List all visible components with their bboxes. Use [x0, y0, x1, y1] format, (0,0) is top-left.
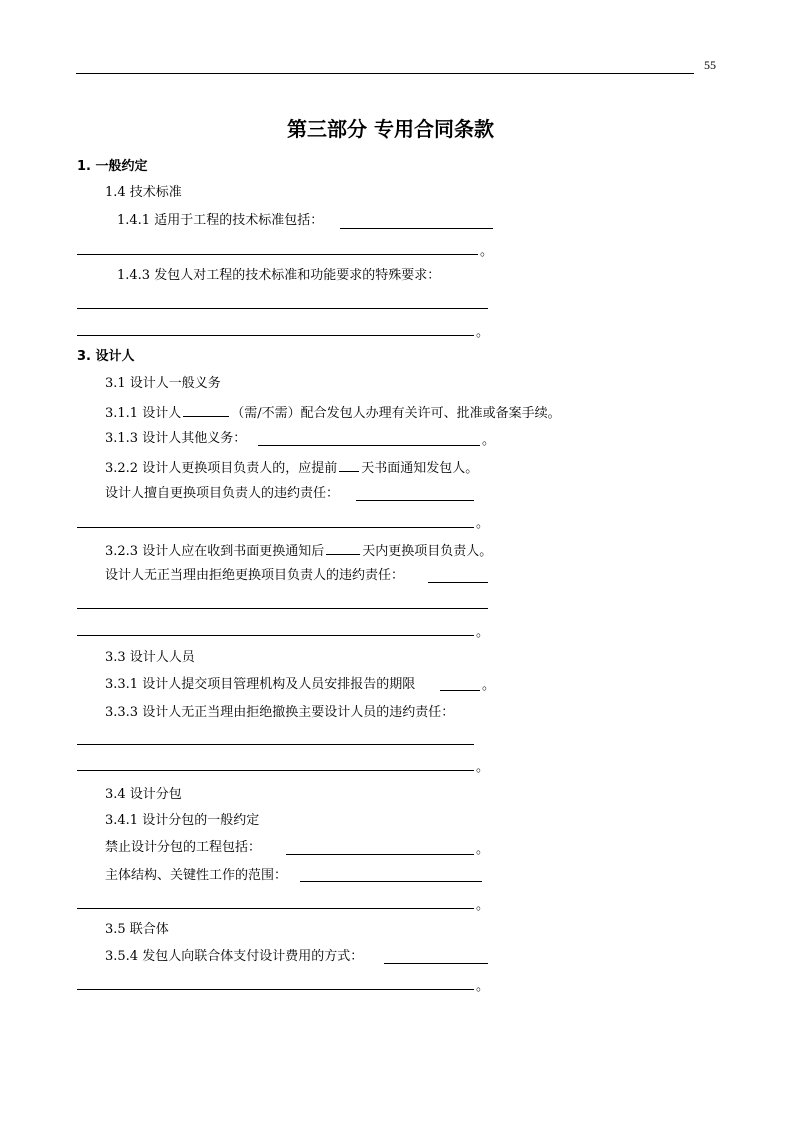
period-3-2-2: 。: [476, 516, 490, 531]
fill-blank-3-2-3c[interactable]: [77, 608, 488, 609]
fill-blank-3-4-1a[interactable]: [286, 854, 474, 855]
fill-blank-3-5-4a[interactable]: [384, 963, 488, 964]
clause-3-3-1-label: 3.3.1 设计人提交项目管理机构及人员安排报告的期限: [105, 677, 416, 692]
clause-3-2-3-pre: 3.2.3 设计人应在收到书面更换通知后: [105, 544, 325, 559]
clause-3-3: 3.3 设计人人员: [105, 650, 195, 665]
fill-blank-3-2-3[interactable]: [326, 541, 360, 555]
clause-3-3-1: [105, 677, 415, 693]
clause-3-5-4: 3.5.4 发包人向联合体支付设计费用的方式：: [105, 949, 364, 964]
fill-blank-3-3-3a[interactable]: [77, 744, 474, 745]
fill-blank-3-2-3b[interactable]: [428, 582, 488, 583]
fill-blank-1-4-1b[interactable]: [77, 254, 478, 255]
clause-3-4: 3.4 设计分包: [105, 787, 182, 802]
period-3-3-3: 。: [476, 760, 490, 775]
clause-3-2-2-post: 天书面通知发包人。: [361, 461, 479, 476]
period-3-2-3: 。: [476, 625, 490, 640]
clause-3-2-3-liability: 设计人无正当理由拒绝更换项目负责人的违约责任：: [105, 568, 405, 583]
fill-blank-1-4-3a[interactable]: [77, 308, 488, 309]
clause-3-2-3-post: 天内更换项目负责人。: [362, 544, 493, 559]
clause-3-3-3: 3.3.3 设计人无正当理由拒绝撤换主要设计人员的违约责任：: [105, 705, 455, 720]
clause-3-4-1: 3.4.1 设计分包的一般约定: [105, 813, 260, 828]
section-heading-1: 1. 一般约定: [77, 159, 148, 174]
clause-3-2-3: [105, 541, 492, 560]
period-1-4-1: 。: [480, 244, 494, 259]
clause-3-1-3-label: 3.1.3 设计人其他义务：: [105, 431, 247, 446]
clause-1-4: 1.4 技术标准: [105, 185, 182, 200]
fill-blank-3-2-2[interactable]: [339, 458, 359, 472]
clause-3-5: 3.5 联合体: [105, 922, 169, 937]
fill-blank-1-4-1a[interactable]: [340, 228, 493, 229]
page-number: 55: [704, 58, 716, 72]
clause-3-1-1-post: （需/不需）配合发包人办理有关许可、批准或备案手续。: [231, 406, 561, 421]
fill-blank-3-2-2b[interactable]: [356, 500, 474, 501]
fill-blank-3-3-3b[interactable]: [77, 770, 474, 771]
clause-1-4-3: 1.4.3 发包人对工程的技术标准和功能要求的特殊要求：: [117, 268, 441, 283]
fill-blank-3-1-1[interactable]: [183, 403, 229, 417]
fill-blank-1-4-3b[interactable]: [77, 335, 474, 336]
clause-1-4-1: [117, 213, 323, 229]
clause-3-1-1-pre: 3.1.1 设计人: [105, 406, 182, 421]
clause-3-1: 3.1 设计人一般义务: [105, 376, 221, 391]
clause-3-1-1: [105, 403, 561, 422]
clause-3-2-2: [105, 458, 478, 477]
period-3-3-1: 。: [482, 678, 496, 693]
page-title: 第三部分 专用合同条款: [287, 117, 494, 141]
clause-3-1-3: [105, 431, 246, 447]
period-3-1-3: 。: [482, 433, 496, 448]
period-1-4-3: 。: [476, 325, 490, 340]
header-rule: [76, 73, 694, 74]
clause-1-4-1-label: 1.4.1 适用于工程的技术标准包括：: [117, 213, 324, 228]
period-3-4-1b: 。: [476, 898, 490, 913]
fill-blank-3-2-3d[interactable]: [77, 635, 474, 636]
fill-blank-3-1-3[interactable]: [258, 445, 480, 446]
period-3-4-1a: 。: [476, 842, 490, 857]
clause-3-4-1-prohibited: 禁止设计分包的工程包括：: [105, 840, 262, 855]
fill-blank-3-5-4b[interactable]: [77, 989, 474, 990]
fill-blank-3-2-2c[interactable]: [77, 527, 474, 528]
period-3-5-4: 。: [476, 979, 490, 994]
clause-3-2-2-liability: 设计人擅自更换项目负责人的违约责任：: [105, 486, 340, 501]
fill-blank-3-3-1[interactable]: [440, 690, 480, 691]
clause-3-2-2-pre: 3.2.2 设计人更换项目负责人的，应提前: [105, 461, 338, 476]
clause-3-4-1-scope: 主体结构、关键性工作的范围：: [105, 868, 288, 883]
section-heading-3: 3. 设计人: [77, 349, 135, 364]
fill-blank-3-4-1b[interactable]: [300, 881, 482, 882]
fill-blank-3-4-1c[interactable]: [77, 908, 474, 909]
